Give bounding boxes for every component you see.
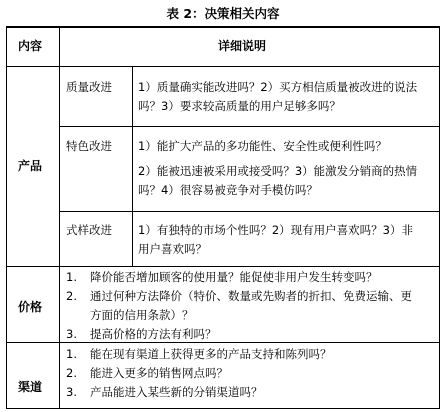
product-quality-bottom-border <box>59 126 440 127</box>
product-bottom-border <box>6 266 440 267</box>
table-title: 表 2：决策相关内容 <box>166 6 280 21</box>
product-style-label: 式样改进 <box>66 223 112 237</box>
product-subcolumn-divider <box>132 66 133 266</box>
channel-item-3-number: 3. <box>66 385 77 399</box>
product-feature-bottom-border <box>59 211 440 212</box>
table-left-border <box>6 26 7 409</box>
row-label-product: 产品 <box>18 159 43 173</box>
row-label-channel: 渠道 <box>18 380 43 394</box>
header-bottom-border <box>6 66 440 67</box>
header-content: 内容 <box>18 39 43 53</box>
channel-item-2-line-1: 能进入更多的销售网点吗？ <box>90 366 228 380</box>
header-detail: 详细说明 <box>218 39 267 53</box>
table-right-border <box>439 26 440 409</box>
price-item-3-number: 3. <box>66 327 77 341</box>
column-divider <box>59 26 60 409</box>
product-style-line-1: 1）有独特的市场个性吗？2）现有用户喜欢吗？3）非 <box>138 223 413 237</box>
price-item-2-number: 2. <box>66 289 77 303</box>
channel-item-1-line-1: 能在现有渠道上获得更多的产品支持和陈列吗？ <box>90 347 332 361</box>
channel-item-1-number: 1. <box>66 347 77 361</box>
price-item-1-number: 1. <box>66 270 77 284</box>
price-item-1-line-1: 降价能否增加顾客的使用量？能促使非用户发生转变吗？ <box>90 270 378 284</box>
channel-item-2-number: 2. <box>66 366 77 380</box>
product-feature-line-2: 2）能被迅速被采用或接受吗？3）能激发分销商的热情 <box>138 164 418 178</box>
product-quality-line-2: 吗？3）要求较高质量的用户足够多吗？ <box>138 99 341 113</box>
product-quality-line-1: 1）质量确实能改进吗？2）买方相信质量被改进的说法 <box>138 80 418 94</box>
product-feature-line-3: 吗？4）很容易被竞争对手模仿吗？ <box>138 183 318 197</box>
channel-bottom-border <box>6 408 440 409</box>
price-item-2-line-2: 方面的信用条款）？ <box>90 308 194 322</box>
product-style-line-2: 用户喜欢吗？ <box>138 242 207 256</box>
product-quality-label: 质量改进 <box>66 80 112 94</box>
row-label-price: 价格 <box>18 300 43 314</box>
product-feature-label: 特色改进 <box>66 139 112 153</box>
price-item-2-line-1: 通过何种方法降价（特价、数量或先购者的折扣、免费运输、更 <box>90 289 412 303</box>
table-top-border <box>6 26 440 28</box>
product-feature-line-1: 1）能扩大产品的多功能性、安全性或便利性吗？ <box>138 139 387 153</box>
price-item-3-line-1: 提高价格的方法有利吗？ <box>90 327 217 341</box>
channel-item-3-line-1: 产品能进入某些新的分销渠道吗？ <box>90 385 263 399</box>
